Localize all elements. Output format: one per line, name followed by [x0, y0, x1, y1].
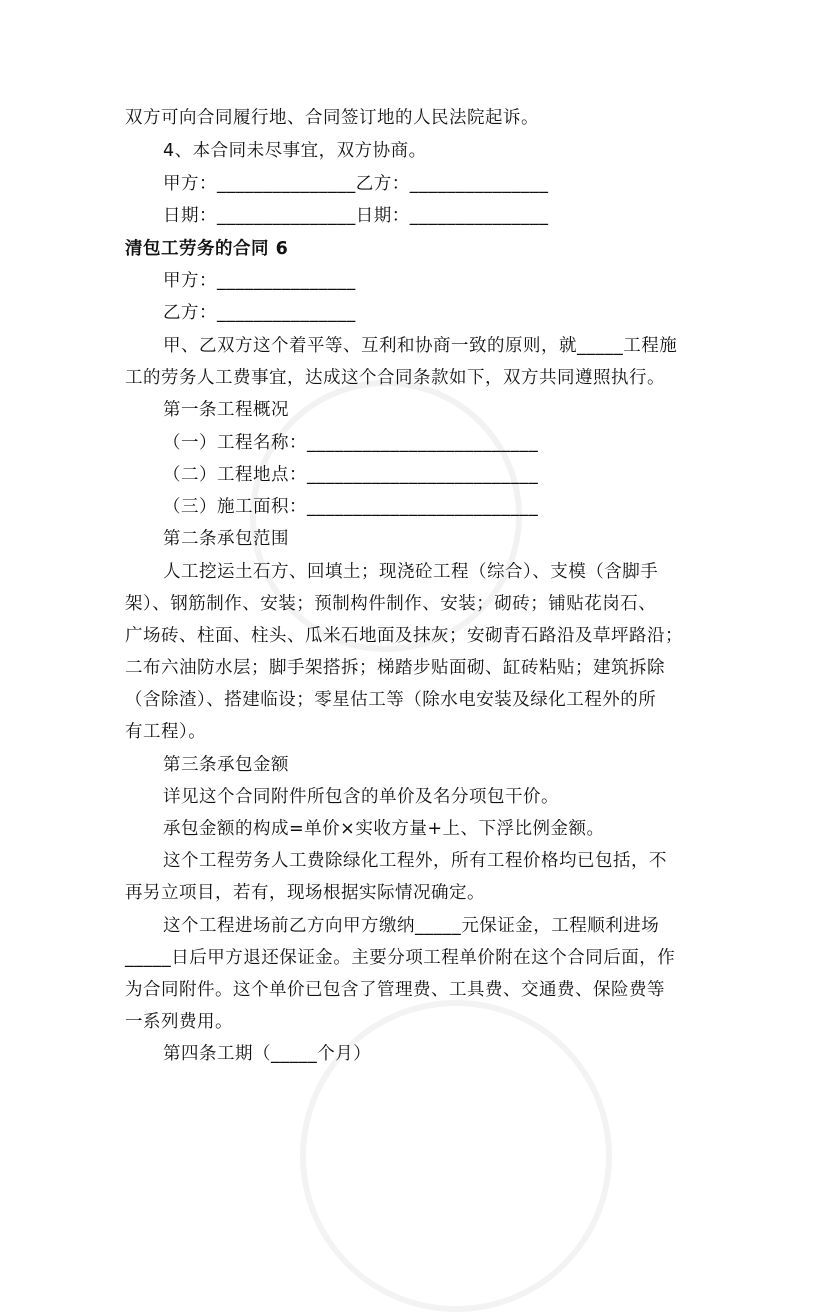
text-line: （含除渣）、搭建临设；零星估工等（除水电安装及绿化工程外的所: [125, 690, 657, 710]
signature-line-party: 甲方：_______________乙方：_______________: [163, 174, 549, 194]
text-line: 有工程）。: [125, 722, 207, 742]
text-line: 人工挖运土石方、回填土；现浇砼工程（综合）、支模（含脚手: [163, 562, 659, 582]
text-line: （二）工程地点：_________________________: [163, 465, 539, 485]
article-heading: 第四条工期（_____个月）: [163, 1044, 372, 1064]
signature-line-date: 日期：_______________日期：_______________: [163, 206, 549, 226]
text-line: （三）施工面积：_________________________: [163, 497, 539, 517]
text-line: _____日后甲方退还保证金。主要分项工程单价附在这个合同后面，作: [125, 948, 676, 968]
party-a-line: 甲方：_______________: [163, 271, 356, 291]
text-line: 甲、乙双方这个着平等、互利和协商一致的原则，就_____工程施: [163, 336, 678, 356]
text-line: 一系列费用。: [125, 1012, 233, 1032]
text-line: 4、本合同未尽事宜，双方协商。: [163, 141, 427, 161]
article-heading: 第一条工程概况: [163, 400, 289, 420]
section-heading: 清包工劳务的合同 6: [125, 239, 289, 259]
article-heading: 第二条承包范围: [163, 529, 289, 549]
text-line: 这个工程进场前乙方向甲方缴纳_____元保证金，工程顺利进场: [163, 916, 660, 936]
text-line: （一）工程名称：_________________________: [163, 433, 539, 453]
text-line: 这个工程劳务人工费除绿化工程外，所有工程价格均已包括，不: [163, 851, 667, 871]
text-line: 再另立项目，若有，现场根据实际情况确定。: [125, 883, 485, 903]
text-line: 详见这个合同附件所包含的单价及名分项包干价。: [163, 787, 559, 807]
text-line: 工的劳务人工费事宜，达成这个合同条款如下，双方共同遵照执行。: [125, 368, 665, 388]
text-line: 二布六油防水层；脚手架搭拆；梯踏步贴面砌、缸砖粘贴；建筑拆除: [125, 658, 665, 678]
text-line: 广场砖、柱面、柱头、瓜米石地面及抹灰；安砌青石路沿及草坪路沿；: [125, 626, 683, 646]
party-b-line: 乙方：_______________: [163, 303, 356, 323]
text-line: 承包金额的构成=单价×实收方量+上、下浮比例金额。: [163, 819, 605, 839]
text-line: 为合同附件。这个单价已包含了管理费、工具费、交通费、保险费等: [125, 980, 665, 1000]
text-line: 架）、钢筋制作、安装；预制构件制作、安装；砌砖；铺贴花岗石、: [125, 594, 657, 614]
article-heading: 第三条承包金额: [163, 755, 289, 775]
text-line: 双方可向合同履行地、合同签订地的人民法院起诉。: [125, 108, 539, 128]
